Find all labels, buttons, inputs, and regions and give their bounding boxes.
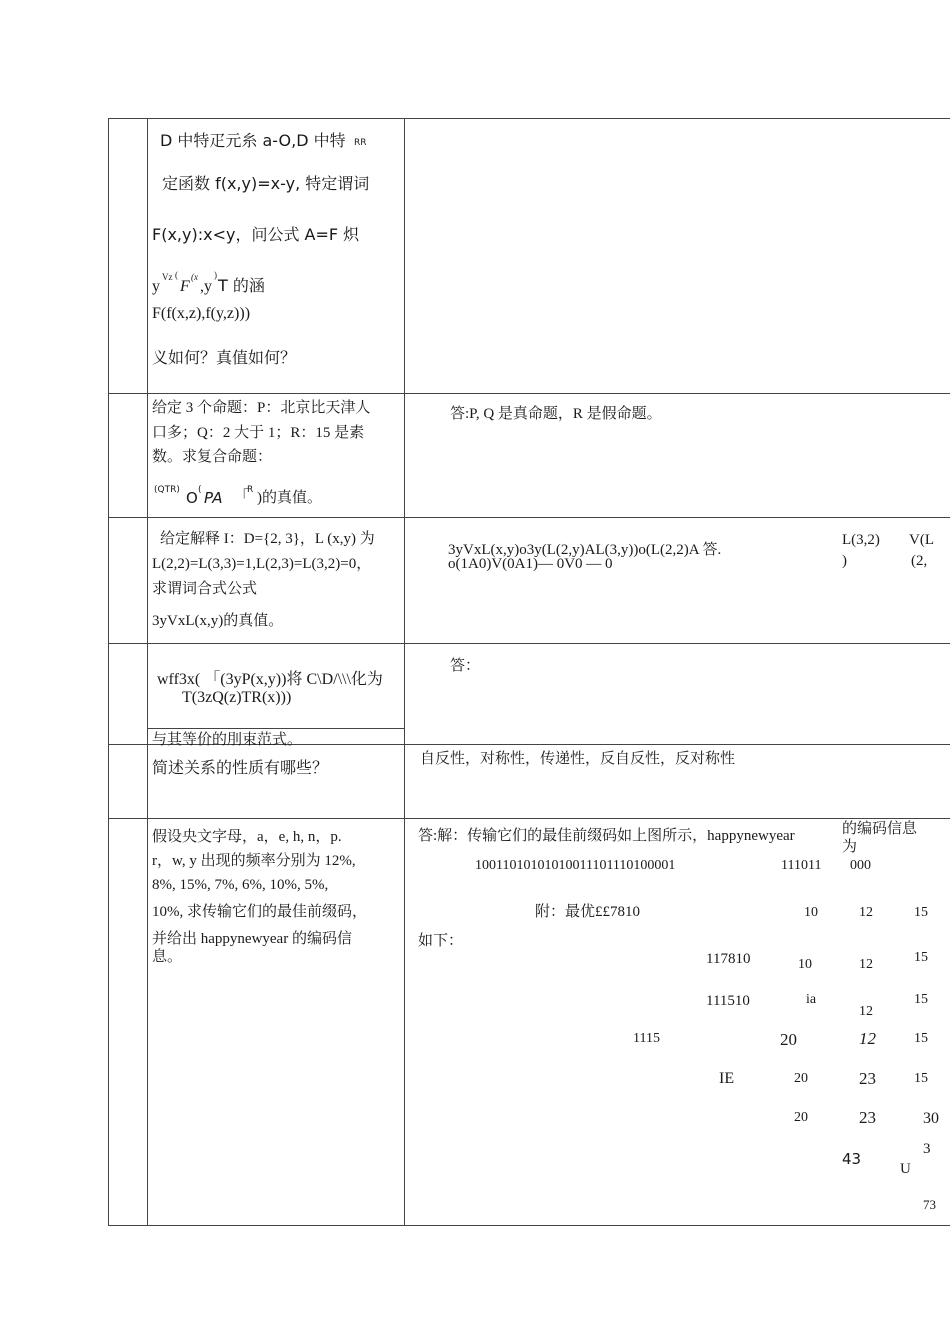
- question-formula-part: y: [152, 278, 160, 295]
- row-divider: [108, 517, 950, 518]
- tree-number: 12: [859, 1004, 873, 1019]
- question-line: 定函数 f(x,y)=x-y, 特定谓词: [162, 174, 370, 193]
- answer-line: 3yVxL(x,y)o3y(L(2,y)AL(3,y))o(L(2,2)A 答.: [448, 542, 722, 558]
- question-line: 口多；Q：2 大于 1；R：15 是素: [152, 425, 365, 441]
- question-formula-sup: (: [198, 485, 202, 495]
- question-formula-part: ,y: [200, 278, 212, 295]
- question-formula-part: PA: [204, 489, 223, 507]
- tree-number: 15: [914, 992, 928, 1007]
- tree-number: 15: [914, 950, 928, 965]
- answer-fragment: 为: [842, 839, 858, 855]
- question-line: 义如何？真值如何？: [152, 348, 297, 367]
- tree-number: 12: [859, 957, 873, 972]
- question-line: D 中特疋元糸 a-O,D 中特: [160, 131, 346, 150]
- column-divider-answer: [404, 118, 405, 1226]
- row-divider: [108, 818, 950, 819]
- answer-line: 如下：: [418, 933, 464, 949]
- answer-line: 附：最优££7810: [535, 904, 641, 920]
- question-line-clipped: [152, 729, 404, 748]
- question-line: 数。求复合命题：: [152, 449, 273, 465]
- column-divider-number: [147, 118, 148, 1226]
- answer-line: 答:解：传输它们的最佳前缀码如上图所示，happynewyear: [418, 828, 795, 844]
- tree-number: 15: [914, 1071, 928, 1086]
- row-divider: [108, 393, 950, 394]
- question-formula-part: O: [186, 489, 198, 507]
- question-line: 假设央文字母，a，e, h, n，p.: [152, 829, 342, 845]
- tree-number: 20: [780, 1030, 797, 1049]
- question-subscript: RR: [354, 138, 367, 148]
- tree-number: 111510: [706, 993, 750, 1009]
- tree-number: 43: [842, 1150, 862, 1168]
- question-line: 求谓词合式公式: [152, 581, 258, 597]
- answer-line: o(1A0)V(0A1)— 0V0 — 0: [448, 556, 613, 572]
- question-line: 给定 3 个命题：P：北京比天津人: [152, 400, 371, 416]
- tree-number: 73: [923, 1197, 936, 1212]
- tree-number: 20: [794, 1110, 808, 1125]
- answer-fragment: ): [842, 553, 847, 569]
- question-formula-sup: (: [175, 270, 178, 280]
- tree-number: 15: [914, 905, 928, 920]
- question-line: 与其等价的刖束范式。: [152, 732, 303, 748]
- tree-number: IE: [719, 1070, 735, 1087]
- answer-fragment: 的编码信息: [842, 821, 918, 837]
- question-line: r，w, y 出现的频率分别为 12%,: [152, 853, 356, 869]
- question-formula-sup: Vz: [162, 272, 173, 282]
- question-line: 10%, 求传输它们的最佳前缀码，: [152, 904, 367, 920]
- table-border-bottom: [108, 1225, 950, 1226]
- question-line: 并给出 happynewyear 的编码信: [152, 931, 352, 947]
- tree-number: 1115: [633, 1031, 660, 1046]
- tree-number: 15: [914, 1031, 928, 1046]
- answer-line: 答：: [450, 658, 481, 674]
- question-formula-sup: ): [214, 270, 217, 280]
- answer-fragment: V(L: [909, 532, 934, 548]
- question-formula-part: T 的涵: [218, 276, 265, 295]
- code-bits: 111011: [781, 858, 822, 873]
- tree-number: 12: [859, 1029, 876, 1048]
- question-formula-part: )的真值。: [257, 490, 322, 506]
- question-line: 息。: [152, 949, 183, 965]
- table-border-left: [108, 118, 109, 1226]
- question-formula-sup: R: [247, 485, 254, 495]
- tree-number: ia: [806, 992, 817, 1007]
- question-formula-sup: (QTR): [154, 485, 180, 495]
- tree-number: 20: [794, 1071, 808, 1086]
- question-line: 3yVxL(x,y)的真值。: [152, 613, 284, 629]
- tree-number: 23: [859, 1069, 876, 1088]
- question-line: T(3zQ(z)TR(x))): [182, 689, 292, 706]
- table-border-top: [108, 118, 950, 119]
- answer-line: 答:P, Q 是真命题，R 是假命题。: [450, 406, 662, 422]
- question-line: 8%, 15%, 7%, 6%, 10%, 5%,: [152, 877, 329, 893]
- answer-line: 自反性，对称性，传递性，反自反性，反对称性: [420, 751, 736, 767]
- question-line: L(2,2)=L(3,3)=1,L(2,3)=L(3,2)=0，: [152, 556, 372, 572]
- tree-number: 23: [859, 1108, 876, 1127]
- question-formula-sup: (x: [191, 272, 198, 282]
- tree-number: 117810: [706, 951, 751, 967]
- answer-fragment: L(3,2): [842, 532, 880, 548]
- question-formula-part: 「: [234, 487, 250, 505]
- question-line: F(f(x,z),f(y,z))): [152, 305, 251, 322]
- question-formula-part: F: [180, 278, 190, 295]
- tree-number: 12: [859, 905, 873, 920]
- question-line: wff3x( 「(3yP(x,y))将 C\D/\\\化为: [157, 671, 383, 688]
- answer-fragment-clipped: [842, 838, 872, 855]
- tree-number: U: [900, 1161, 911, 1177]
- question-line: 简述关系的性质有哪些？: [152, 758, 329, 777]
- code-bits: 000: [850, 858, 871, 873]
- question-line: F(x,y):x<y，问公式 A=F 炽: [152, 225, 360, 244]
- answer-fragment: (2,: [911, 553, 928, 569]
- question-line: 给定解释 I：D={2, 3}，L (x,y) 为: [160, 531, 375, 547]
- tree-number: 10: [798, 957, 812, 972]
- tree-number: 30: [923, 1110, 939, 1127]
- code-bits: 10011010101010011101110100001: [475, 858, 676, 873]
- tree-number: 3: [923, 1141, 931, 1157]
- tree-number: 10: [804, 905, 818, 920]
- row-divider: [108, 643, 950, 644]
